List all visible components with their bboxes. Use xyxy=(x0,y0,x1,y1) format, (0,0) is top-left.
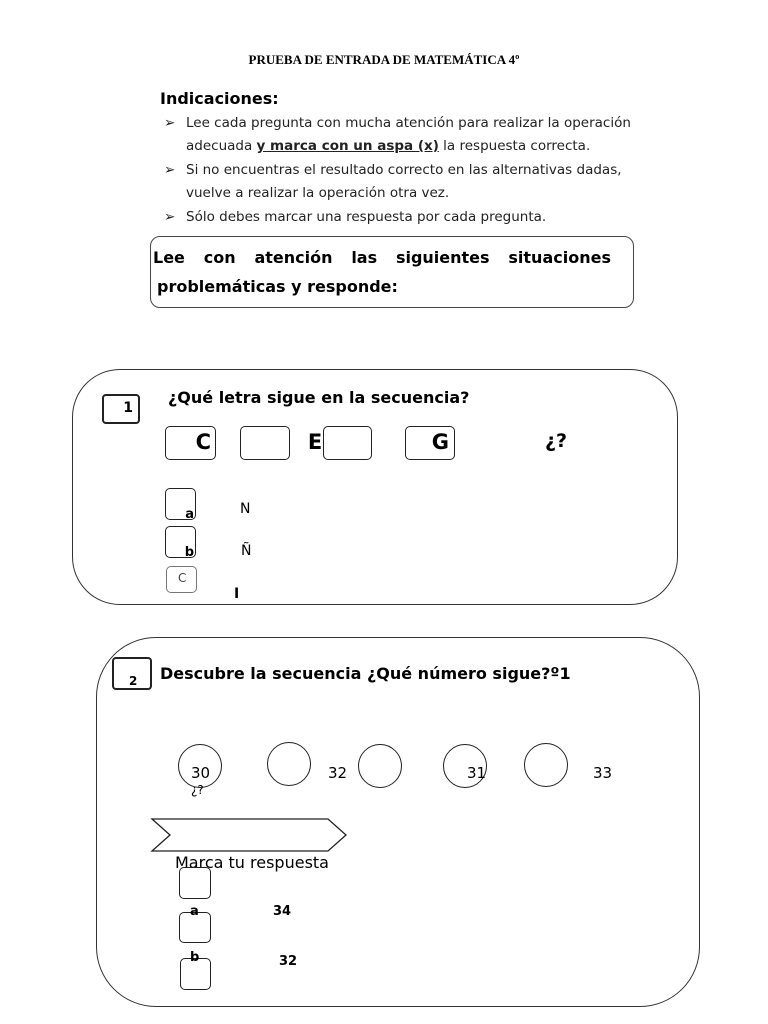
sequence-box-blank[interactable] xyxy=(240,426,290,460)
page-title: PRUEBA DE ENTRADA DE MATEMÁTICA 4º xyxy=(248,52,520,67)
sequence-circle: 30 xyxy=(178,744,222,788)
option-b-checkbox[interactable] xyxy=(180,950,211,990)
option-b-value: Ñ xyxy=(241,543,252,559)
question-2-number-box: 2 xyxy=(112,657,152,690)
sequence-value: 33 xyxy=(593,764,613,782)
option-a-checkbox[interactable] xyxy=(179,867,211,899)
option-b-checkbox[interactable] xyxy=(165,526,196,558)
sequence-circle-blank[interactable] xyxy=(524,743,568,787)
option-c-letter: C xyxy=(178,571,187,585)
option-a-letter: a xyxy=(190,904,199,919)
instruction-item xyxy=(164,162,684,202)
sequence-letter-e: E xyxy=(307,430,323,454)
option-a-checkbox[interactable] xyxy=(165,488,196,520)
sequence-box-blank[interactable] xyxy=(323,426,372,460)
instruction-text-cont: adecuada y marca con un aspa (x) la respuesta correcta. xyxy=(186,138,591,154)
indicaciones-heading: Indicaciones: xyxy=(160,89,279,108)
reading-instruction-box xyxy=(150,236,634,308)
instruction-text-cont: vuelve a realizar la operación otra vez. xyxy=(186,185,450,201)
arrow-shape-icon xyxy=(150,814,350,856)
instruction-text: Si no encuentras el resultado correcto en las alternativas dadas, xyxy=(186,162,622,178)
marca-respuesta-label: Marca tu respuesta xyxy=(175,853,329,872)
sequence-circle-blank[interactable] xyxy=(358,744,402,788)
option-a-letter: a xyxy=(185,507,194,522)
option-b-value: 32 xyxy=(279,954,298,969)
arrow-bullet-icon: ➢ xyxy=(164,209,176,225)
reading-instruction-line1: Lee con atención las siguientes situaciones xyxy=(153,248,611,267)
instruction-emphasis: y marca con un aspa (x) xyxy=(256,138,439,154)
sequence-unknown: ¿? xyxy=(545,430,568,452)
instruction-item xyxy=(164,115,684,155)
arrow-bullet-icon: ➢ xyxy=(164,115,176,131)
question-2-unknown: ¿? xyxy=(191,783,204,797)
question-1-number-box: 1 xyxy=(102,394,140,424)
option-a-value: 34 xyxy=(273,904,292,919)
option-c-value: I xyxy=(234,586,240,602)
instruction-text: Sólo debes marcar una respuesta por cada pregunta. xyxy=(186,209,547,225)
option-b-letter: b xyxy=(190,950,200,965)
sequence-circle: 31 xyxy=(443,744,487,788)
sequence-value: 32 xyxy=(328,764,348,782)
instruction-text: Lee cada pregunta con mucha atención para realizar la operación xyxy=(186,115,631,131)
reading-instruction-line2: problemáticas y responde: xyxy=(157,277,398,296)
option-b-letter: b xyxy=(184,545,194,560)
arrow-bullet-icon: ➢ xyxy=(164,162,176,178)
option-a-box[interactable] xyxy=(179,904,211,943)
sequence-circle-blank[interactable] xyxy=(267,742,311,786)
sequence-box-c: C xyxy=(165,426,216,460)
instruction-item xyxy=(164,209,684,229)
option-a-value: N xyxy=(240,501,251,517)
sequence-box-g: G xyxy=(405,426,455,460)
question-2-text: Descubre la secuencia ¿Qué número sigue?º1 xyxy=(160,664,571,683)
question-1-text: ¿Qué letra sigue en la secuencia? xyxy=(168,388,470,407)
option-c-checkbox[interactable] xyxy=(166,566,197,593)
